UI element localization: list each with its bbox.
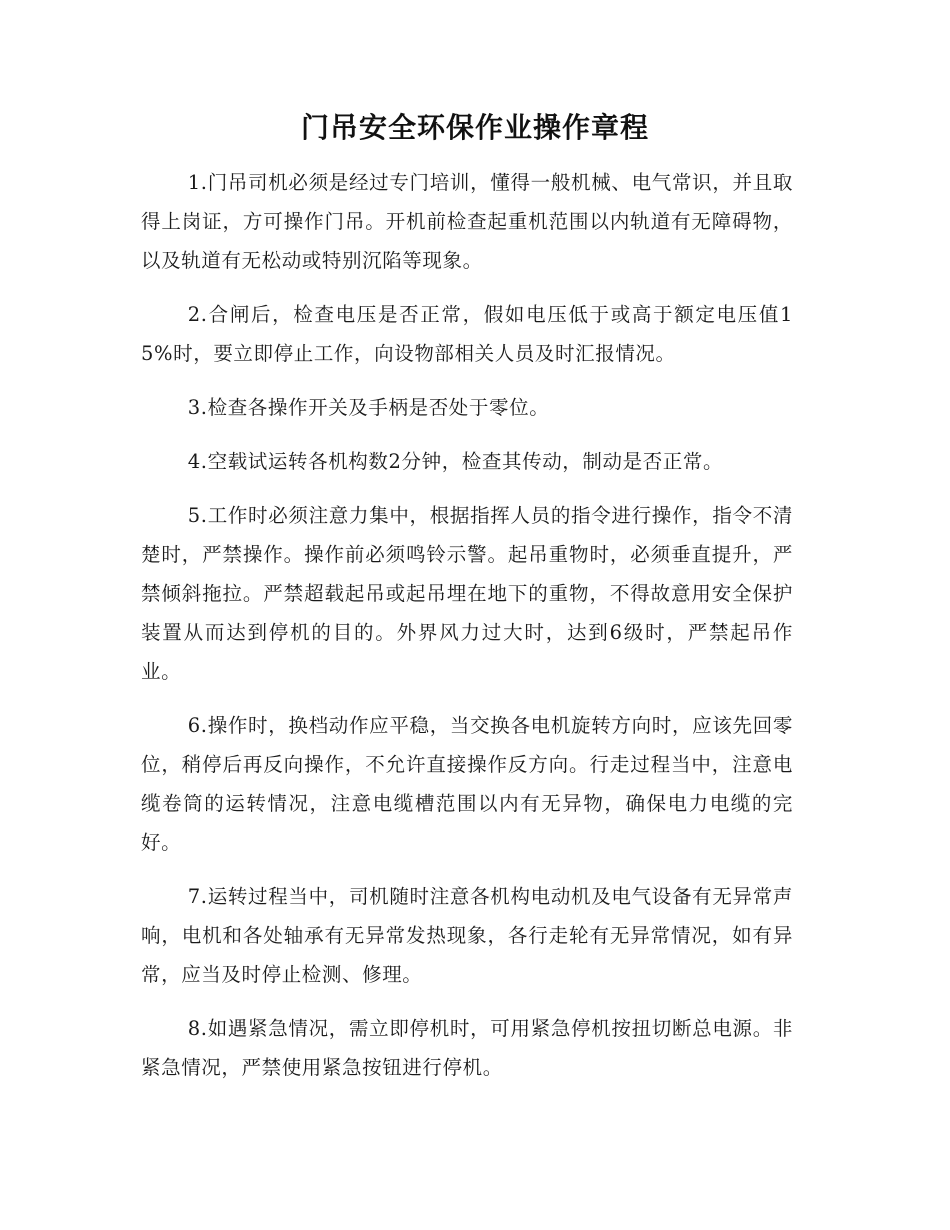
paragraph-2: 2.合闸后，检查电压是否正常，假如电压低于或高于额定电压值15%时，要立即停止工作，向设物部相关人员及时汇报情况。	[141, 303, 793, 365]
document-title: 门吊安全环保作业操作章程	[300, 111, 649, 144]
paragraph-5: 5.工作时必须注意力集中，根据指挥人员的指令进行操作，指令不清楚时，严禁操作。操作前必须鸣铃示警。起吊重物时，必须垂直提升，严禁倾斜拖拉。严禁超载起吊或起吊埋在地下的重物，不得故意用安全保护装置从而达到停机的目的。外界风力过大时，达到6级时，严禁起吊作业。	[141, 504, 793, 683]
paragraph-1: 1.门吊司机必须是经过专门培训，懂得一般机械、电气常识，并且取得上岗证，方可操作门吊。开机前检查起重机范围以内轨道有无障碍物，以及轨道有无松动或特别沉陷等现象。	[141, 171, 793, 272]
paragraph-8: 8.如遇紧急情况，需立即停机时，可用紧急停机按扭切断总电源。非紧急情况，严禁使用紧急按钮进行停机。	[141, 1017, 793, 1079]
paragraph-3: 3.检查各操作开关及手柄是否处于零位。	[187, 396, 550, 419]
document-body	[141, 163, 793, 1102]
paragraph-6: 6.操作时，换档动作应平稳，当交换各电机旋转方向时，应该先回零位，稍停后再反向操作，不允许直接操作反方向。行走过程当中，注意电缆卷筒的运转情况，注意电缆槽范围以内有无异物，确保电力电缆的完好。	[141, 714, 793, 854]
paragraph-7: 7.运转过程当中，司机随时注意各机构电动机及电气设备有无异常声响，电机和各处轴承有无异常发热现象，各行走轮有无异常情况，如有异常，应当及时停止检测、修理。	[141, 885, 793, 986]
paragraph-4: 4.空载试运转各机构数2分钟，检查其传动，制动是否正常。	[187, 450, 724, 473]
